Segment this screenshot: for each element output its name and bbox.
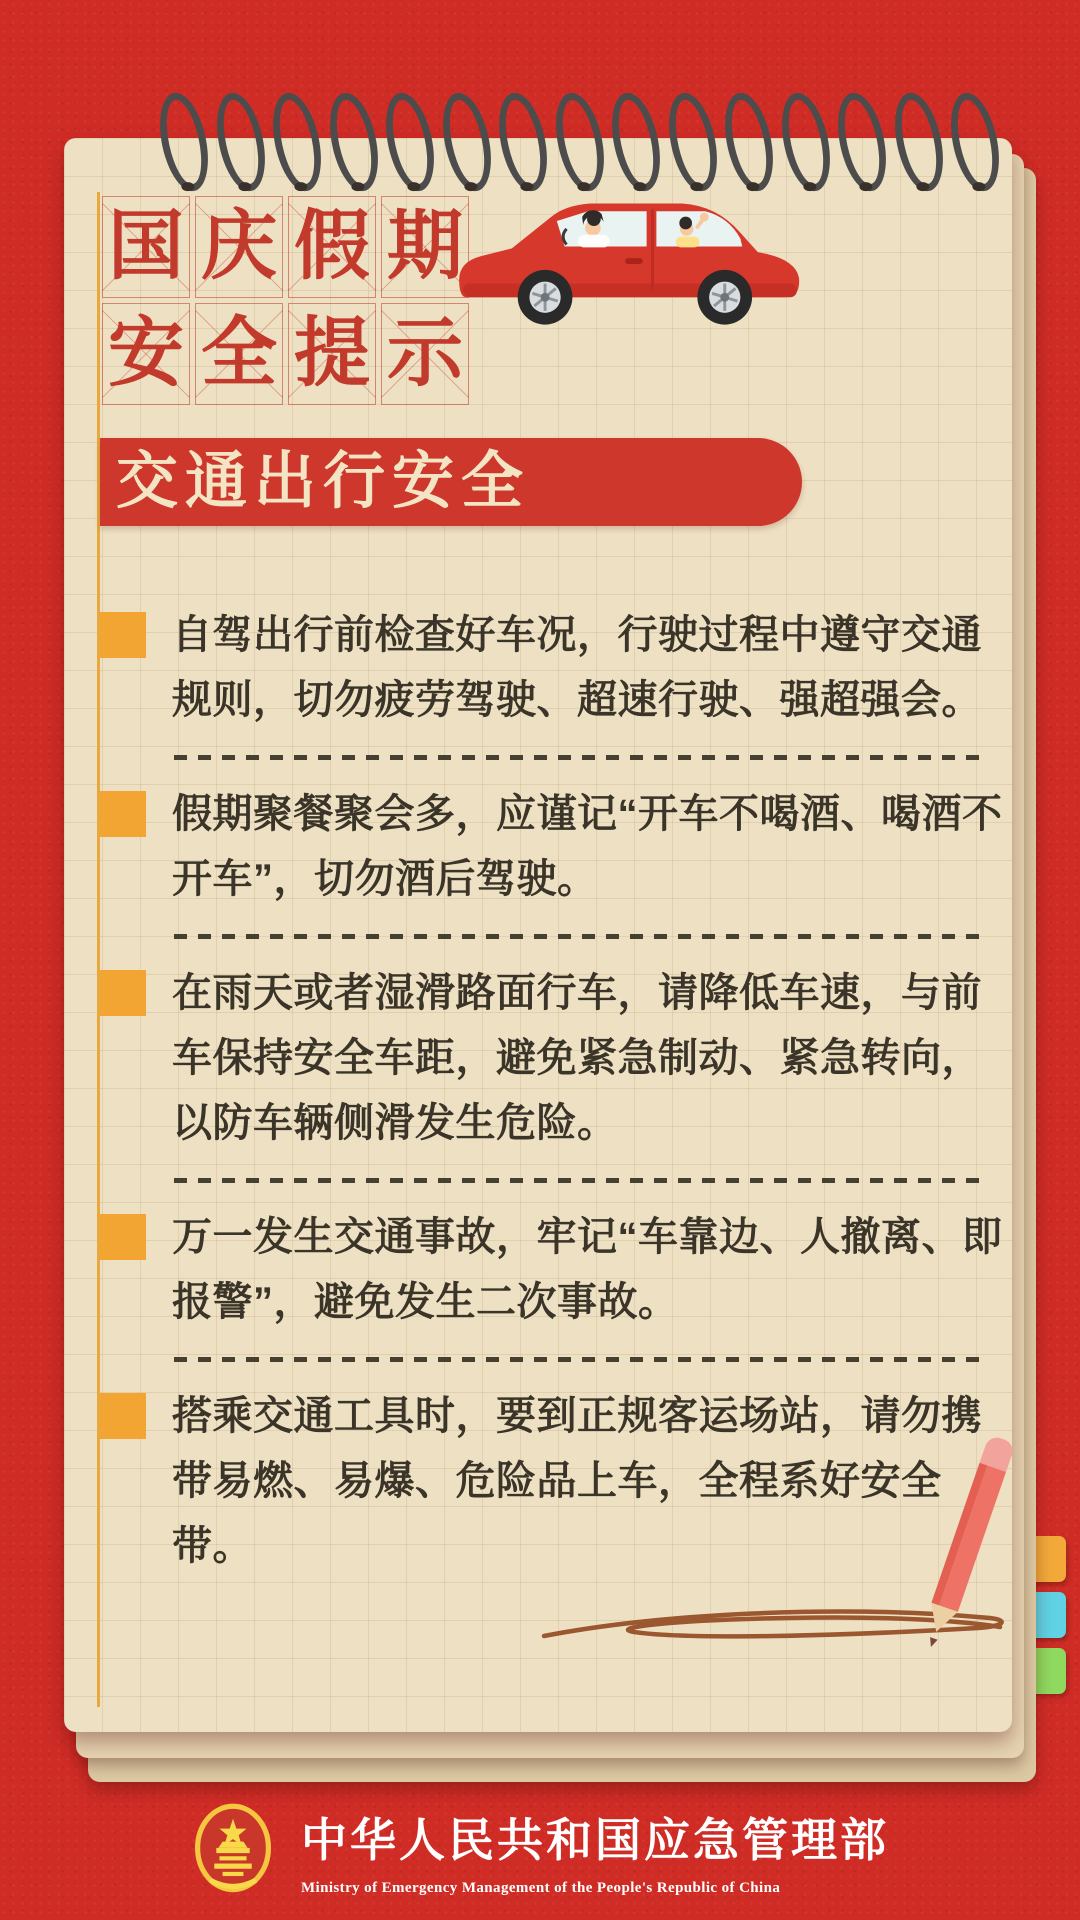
section-banner-label: 交通出行安全 [116,447,531,516]
title-stamp-char: 安 [102,303,190,405]
dashed-divider [174,1178,984,1183]
section-banner [100,438,802,526]
bullet-marker-icon [100,612,146,658]
bullet-marker-icon [100,1214,146,1260]
page-title [102,196,469,410]
spiral-ring-icon [717,89,781,196]
spiral-ring-icon [943,89,1007,196]
ministry-name-cn: 中华人民共和国应急管理部 [301,1813,889,1866]
title-stamp-char: 提 [288,303,376,405]
bullet-marker-icon [100,970,146,1016]
bullet-marker-icon [100,1393,146,1439]
title-stamp-char: 庆 [195,196,283,298]
list-item-text: 在雨天或者湿滑路面行车，请降低车速，与前车保持安全车距，避免紧急制动、紧急转向，以防车辆侧滑发生危险。 [172,971,982,1145]
list-item-text: 万一发生交通事故，牢记“车靠边、人撤离、即报警”，避免发生二次事故。 [172,1215,1003,1324]
safety-tips-list [100,585,1012,1579]
title-stamp-char: 全 [195,303,283,405]
spiral-ring-icon [209,89,273,196]
title-stamp-char: 示 [381,303,469,405]
national-emblem-icon [191,1800,275,1900]
title-stamp-char: 假 [288,196,376,298]
list-item-text: 搭乘交通工具时，要到正规客运场站，请勿携带易燃、易爆、危险品上车，全程系好安全带。 [172,1394,982,1568]
list-item [100,1384,1012,1579]
dashed-divider [174,755,984,760]
spiral-binding-icon [0,0,1080,220]
list-item [100,603,1012,733]
list-item [100,961,1012,1156]
list-item [100,782,1012,912]
list-item-text: 自驾出行前检查好车况，行驶过程中遵守交通规则，切勿疲劳驾驶、超速行驶、强超强会。 [172,613,982,722]
list-item [100,1205,1012,1335]
spiral-ring-icon [435,89,499,196]
ministry-name-en: Ministry of Emergency Management of the People's Republic of China [301,1879,781,1896]
spiral-ring-icon [322,89,386,196]
dashed-divider [174,934,984,939]
dashed-divider [174,1357,984,1362]
title-stamp-char: 国 [102,196,190,298]
list-item-text: 假期聚餐聚会多，应谨记“开车不喝酒、喝酒不开车”，切勿酒后驾驶。 [172,792,1003,901]
spiral-ring-icon [830,89,894,196]
title-stamp-row [102,303,469,405]
spiral-ring-icon [378,89,442,196]
spiral-ring-icon [774,89,838,196]
spiral-ring-icon [661,89,725,196]
spiral-ring-icon [491,89,555,196]
spiral-ring-icon [887,89,951,196]
bullet-marker-icon [100,791,146,837]
spiral-ring-icon [152,89,216,196]
footer [0,1800,1080,1900]
spiral-ring-icon [604,89,668,196]
spiral-ring-icon [265,89,329,196]
spiral-ring-icon [548,89,612,196]
title-stamp-char: 期 [381,196,469,298]
